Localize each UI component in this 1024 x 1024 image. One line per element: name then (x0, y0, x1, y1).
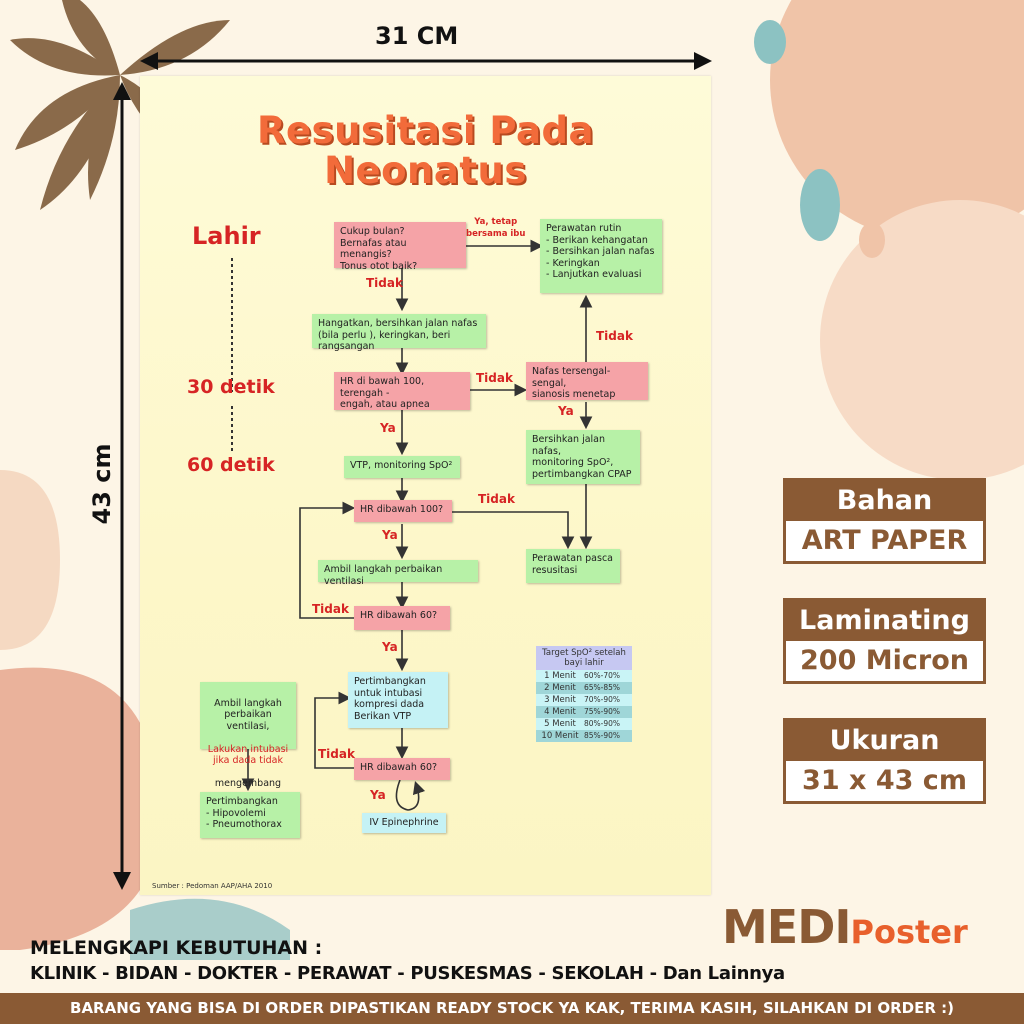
info-laminating-value: 200 Micron (800, 645, 969, 676)
node-intubasi-line-c: mengembang (214, 778, 282, 789)
info-box-laminating (783, 598, 986, 684)
label-tidak-6: Tidak (318, 747, 355, 761)
info-bahan-value: ART PAPER (801, 525, 968, 556)
spo2-row-time: 4 Menit (544, 707, 576, 717)
node-nafas-tersengal: Nafas tersengal-sengal, sianosis menetap (526, 362, 648, 400)
node-pertimbangkan-intubasi: Pertimbangkan untuk intubasi kompresi dada Berikan VTP (348, 672, 448, 728)
node-hangatkan: Hangatkan, bersihkan jalan nafas (bila perlu ), keringkan, beri rangsangan (312, 314, 486, 348)
spo2-table-row (536, 694, 632, 706)
timeline-60-detik: 60 detik (187, 454, 275, 476)
brand-logo-medi: MEDI (722, 900, 851, 954)
spo2-row-range: 80%-90% (584, 719, 621, 728)
node-perawatan-pasca: Perawatan pasca resusitasi (526, 549, 620, 583)
footer-line2: KLINIK - BIDAN - DOKTER - PERAWAT - PUSKESMAS - SEKOLAH - Dan Lainnya (30, 963, 785, 984)
spo2-row-time: 2 Menit (544, 683, 576, 693)
poster-title-line2: Neonatus (324, 149, 527, 192)
node-hr-dibawah-60-a: HR dibawah 60? (354, 606, 450, 630)
spo2-row-time: 3 Menit (544, 695, 576, 705)
info-laminating-header: Laminating (786, 601, 983, 641)
node-intubasi-line-a: Ambil langkah perbaikan ventilasi, (214, 697, 282, 732)
width-dimension-label: 31 CM (375, 22, 459, 50)
label-ya-4: Ya (382, 640, 398, 654)
info-ukuran-value: 31 x 43 cm (802, 765, 967, 796)
node-iv-epinephrine: IV Epinephrine (362, 813, 446, 833)
label-tidak-5: Tidak (312, 602, 349, 616)
label-ya-1: Ya (380, 421, 396, 435)
spo2-table-row (536, 730, 632, 742)
timeline-30-detik: 30 detik (187, 376, 275, 398)
label-tidak-4: Tidak (478, 492, 515, 506)
node-pertimbangkan-hipovolemi: Pertimbangkan - Hipovolemi - Pneumothorax (200, 792, 300, 838)
spo2-row-time: 10 Menit (541, 731, 579, 741)
label-ya-2: Ya (558, 404, 574, 418)
spo2-table-header: Target SpO² setelah bayi lahir (536, 646, 632, 670)
info-box-bahan (783, 478, 986, 564)
node-perbaikan-ventilasi: Ambil langkah perbaikan ventilasi (318, 560, 478, 582)
spo2-table-body (536, 670, 632, 742)
node-hr-dibawah-60-b: HR dibawah 60? (354, 758, 450, 780)
footer-line1: MELENGKAPI KEBUTUHAN : (30, 937, 323, 959)
node-cukup-bulan: Cukup bulan? Bernafas atau menangis? Tonus otot baik? (334, 222, 466, 268)
spo2-table-row (536, 718, 632, 730)
node-ambil-langkah-intubasi (200, 682, 296, 789)
label-tidak-2: Tidak (596, 329, 633, 343)
spo2-row-time: 5 Menit (544, 719, 576, 729)
label-tidak-1: Tidak (366, 276, 403, 290)
height-dimension-label: 43 cm (88, 443, 116, 525)
spo2-row-time: 1 Menit (544, 671, 576, 681)
spo2-row-range: 65%-85% (584, 683, 621, 692)
poster-title-line1: Resusitasi Pada (257, 109, 594, 152)
spo2-table-row (536, 682, 632, 694)
info-box-ukuran (783, 718, 986, 804)
poster (140, 76, 711, 895)
node-perawatan-rutin: Perawatan rutin - Berikan kehangatan - Bersihkan jalan nafas - Keringkan - Lanjutkan evaluasi (540, 219, 662, 293)
info-ukuran-header: Ukuran (786, 721, 983, 761)
brand-logo-poster: Poster (850, 913, 968, 951)
spo2-row-range: 70%-90% (584, 695, 621, 704)
label-ya-3: Ya (382, 528, 398, 542)
brand-logo (722, 900, 968, 954)
spo2-target-table (536, 646, 632, 742)
label-ya-tetap-bersama-ibu: Ya, tetap bersama ibu (466, 217, 526, 239)
timeline-lahir: Lahir (192, 222, 261, 250)
spo2-row-range: 60%-70% (584, 671, 621, 680)
node-hr-dibawah-100: HR dibawah 100? (354, 500, 452, 522)
node-hr-bawah-100: HR di bawah 100, terengah - engah, atau apnea (334, 372, 470, 410)
spo2-row-range: 75%-90% (584, 707, 621, 716)
node-bersihkan-cpap: Bersihkan jalan nafas, monitoring SpO², pertimbangkan CPAP (526, 430, 640, 484)
footer-band: BARANG YANG BISA DI ORDER DIPASTIKAN READY STOCK YA KAK, TERIMA KASIH, SILAHKAN DI ORDER :) (0, 993, 1024, 1024)
label-tidak-3: Tidak (476, 371, 513, 385)
spo2-table-row (536, 706, 632, 718)
info-bahan-header: Bahan (786, 481, 983, 521)
spo2-table-row (536, 670, 632, 682)
node-intubasi-line-b: Lakukan intubasi jika dada tidak (207, 743, 289, 766)
source-note: Sumber : Pedoman AAP/AHA 2010 (152, 882, 273, 890)
label-ya-5: Ya (370, 788, 386, 802)
spo2-row-range: 85%-90% (584, 731, 621, 740)
node-vtp-monitoring: VTP, monitoring SpO² (344, 456, 460, 478)
